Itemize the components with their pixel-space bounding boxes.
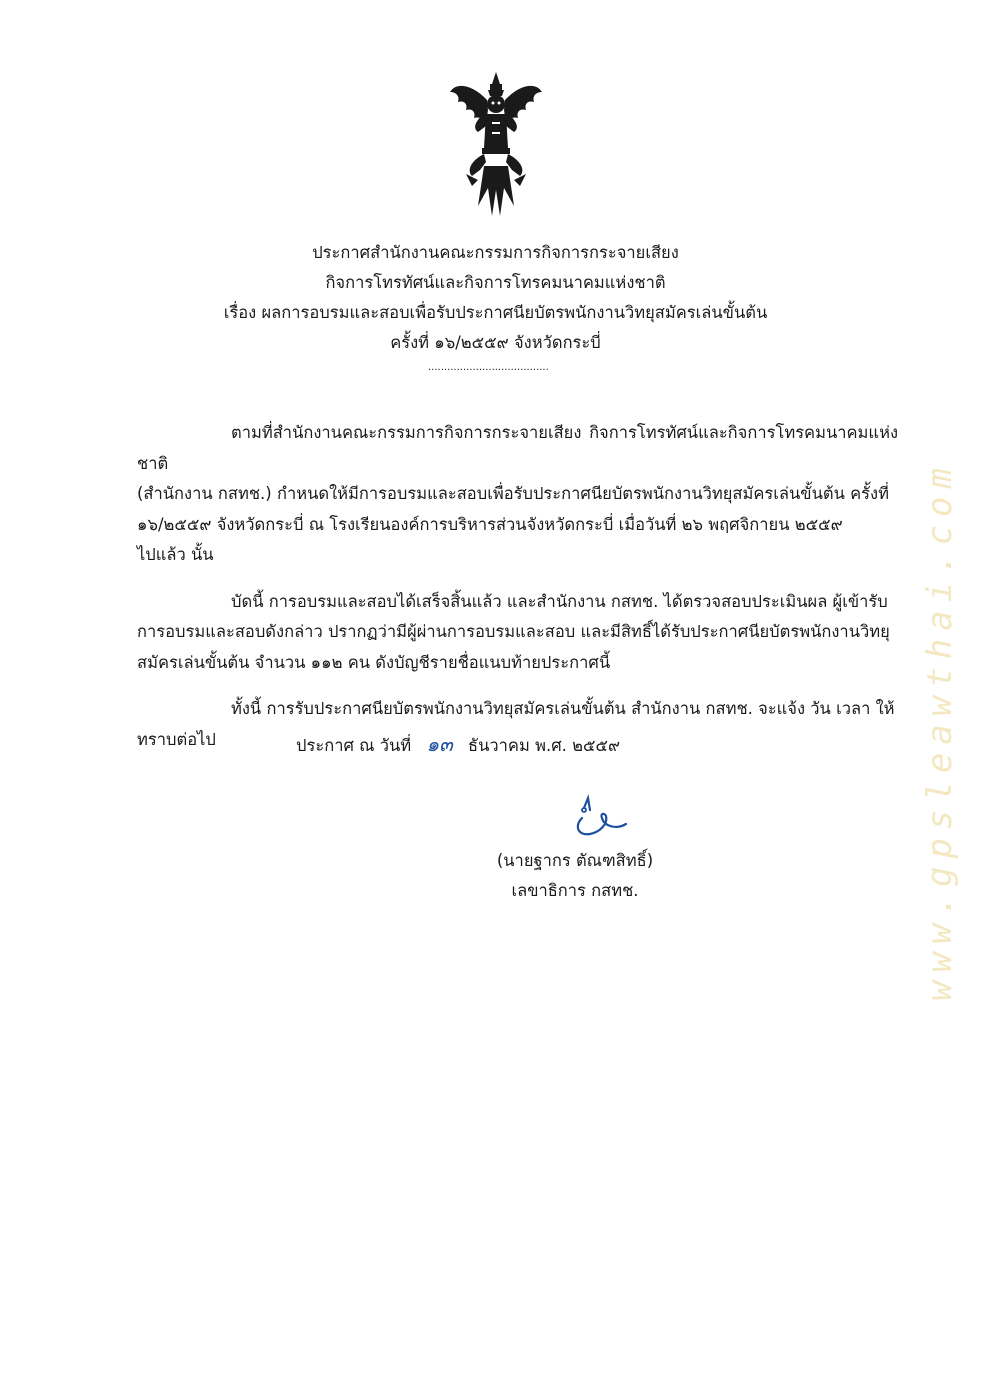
signature-block (480, 846, 670, 906)
paragraph-line: ทราบต่อไป (137, 729, 216, 749)
signer-position: เลขาธิการ กสทช. (511, 881, 639, 900)
heading-line-issuer-cont: กิจการโทรทัศน์และกิจการโทรคมนาคมแห่งชาติ (325, 273, 666, 292)
announcement-date (296, 728, 620, 760)
paragraph-line: ตามที่สำนักงานคณะกรรมการกิจการกระจายเสียง กิจการโทรทัศน์และกิจการโทรคมนาคมแห่งชาติ (137, 423, 898, 473)
announcement-heading (120, 238, 871, 358)
website-watermark (910, 280, 970, 1180)
paragraph-reference (137, 418, 898, 571)
paragraph-line: ๑๖/๒๕๕๙ จังหวัดกระบี่ ณ โรงเรียนองค์การบริหารส่วนจังหวัดกระบี่ เมื่อวันที่ ๒๖ พฤศจิกายน ๒๕๕๙ (137, 514, 843, 534)
date-day-handwritten: ๑๓ (426, 732, 453, 756)
signer-name: (นายฐากร ตัณฑสิทธิ์) (496, 851, 654, 870)
paragraph-line: ทั้งนี้ การรับประกาศนียบัตรพนักงานวิทยุสมัครเล่นขั้นต้น สำนักงาน กสทช. จะแจ้ง วัน เวลา ให้ (231, 699, 895, 718)
heading-separator: ...................................... (428, 362, 549, 373)
date-month-year: ธันวาคม พ.ศ. ๒๕๕๙ (468, 736, 621, 755)
paragraph-line: บัดนี้ การอบรมและสอบได้เสร็จสิ้นแล้ว และสำนักงาน กสทช. ได้ตรวจสอบประเมินผล ผู้เข้ารับ (231, 591, 888, 611)
handwritten-signature (560, 790, 630, 840)
paragraph-line: สมัครเล่นขั้นต้น จำนวน ๑๑๒ คน ดังบัญชีรายชื่อแนบท้ายประกาศนี้ (137, 652, 611, 672)
date-prefix: ประกาศ ณ วันที่ (296, 736, 412, 755)
paragraph-line: (สำนักงาน กสทช.) กำหนดให้มีการอบรมและสอบเพื่อรับประกาศนียบัตรพนักงานวิทยุสมัครเล่นขั้นต้น ครั้งที่ (137, 484, 889, 503)
announcement-body (137, 418, 898, 755)
heading-line-session: ครั้งที่ ๑๖/๒๕๕๙ จังหวัดกระบี่ (390, 333, 601, 352)
garuda-emblem-icon (448, 70, 544, 220)
heading-line-subject: เรื่อง ผลการอบรมและสอบเพื่อรับประกาศนียบัตรพนักงานวิทยุสมัครเล่นขั้นต้น (223, 303, 768, 322)
paragraph-line: การอบรมและสอบดังกล่าว ปรากฏว่ามีผู้ผ่านการอบรมและสอบ และมีสิทธิ์ได้รับประกาศนียบัตรพนักงานวิทยุ (137, 622, 890, 641)
watermark-text: www.gpsleawthai.com (920, 459, 960, 1001)
paragraph-line: ไปแล้ว นั้น (137, 545, 214, 564)
heading-line-issuer: ประกาศสำนักงานคณะกรรมการกิจการกระจายเสียง (312, 243, 679, 262)
paragraph-result (137, 587, 898, 679)
